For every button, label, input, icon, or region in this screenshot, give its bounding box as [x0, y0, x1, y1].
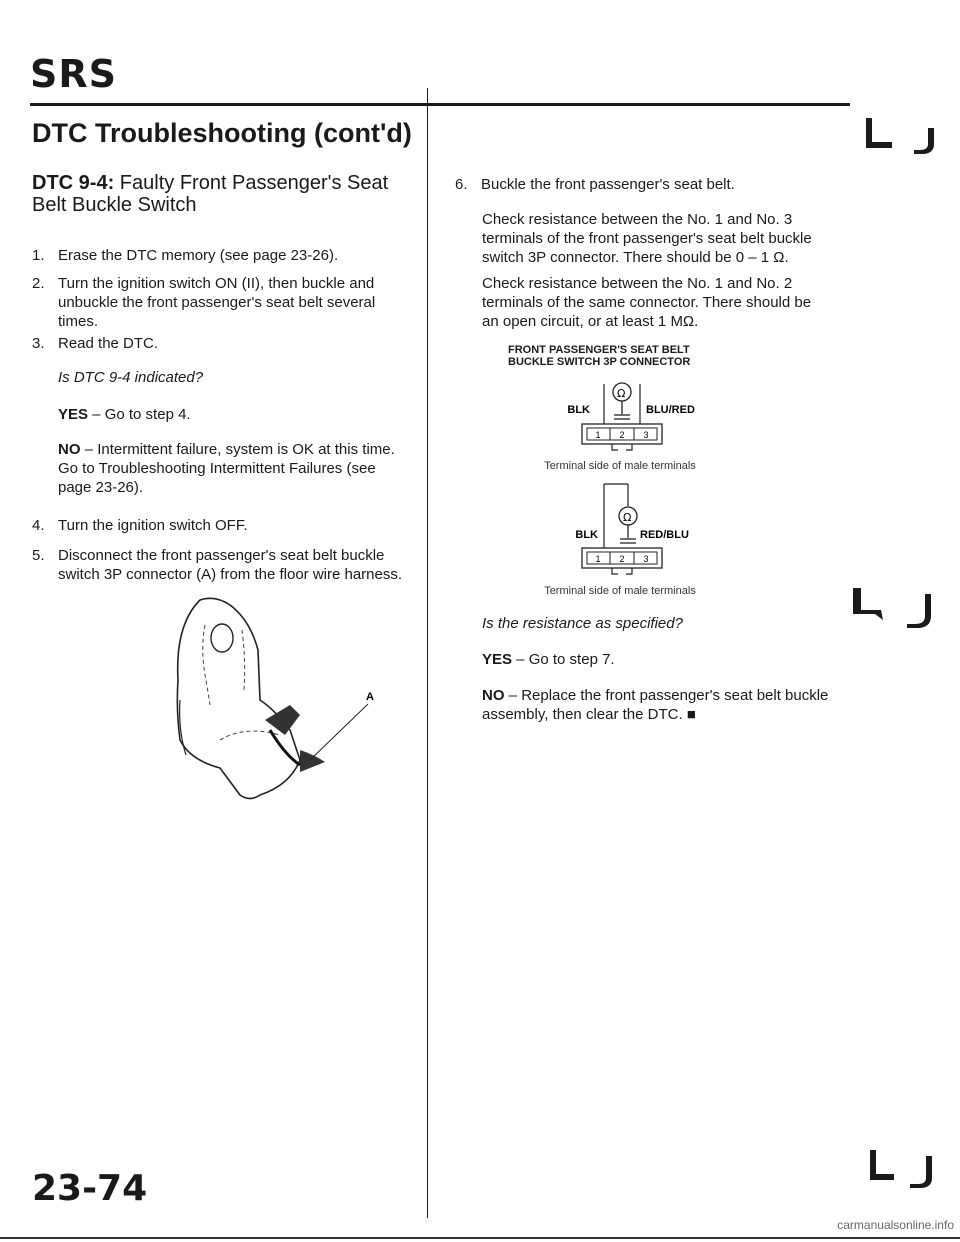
seat-callout-label: A [366, 691, 374, 703]
subtitle [32, 172, 412, 216]
pin-2: 2 [619, 430, 625, 440]
no-text: Replace the front passenger's seat belt buckle assembly, then clear the DTC. ■ [482, 687, 829, 723]
page-number: 23-74 [32, 1168, 148, 1209]
yes-label: YES [482, 651, 513, 668]
wire-label-left: BLK [567, 404, 590, 416]
column-divider [427, 88, 428, 1218]
wire-label-right: RED/BLU [640, 529, 689, 541]
dtc-description: Faulty Front Passenger's Seat Belt Buckle Switch [32, 172, 389, 216]
no-label: NO [58, 441, 81, 458]
pin-1: 1 [595, 430, 601, 440]
connector-caption-2: Terminal side of male terminals [544, 585, 696, 597]
pin-2: 2 [619, 554, 625, 564]
wire-label-left: BLK [575, 529, 598, 541]
connector-diagram-1 [500, 378, 800, 460]
step-number: 4. [32, 517, 45, 534]
step-5 [32, 546, 417, 584]
step-number: 2. [32, 275, 45, 292]
answer-no: NO – Intermittent failure, system is OK at this time. Go to Troubleshooting Intermittent Failures (see page 23-26). [58, 441, 395, 496]
step-number: 1. [32, 247, 45, 264]
connector-diagram-2 [500, 480, 800, 584]
step-text: Turn the ignition switch OFF. [58, 517, 248, 534]
question-resistance-specified: Is the resistance as specified? [482, 615, 683, 632]
svg-text:Ω: Ω [623, 511, 632, 524]
yes-text: Go to step 7. [528, 651, 615, 668]
step-number: 5. [32, 547, 45, 564]
step-1 [32, 246, 407, 265]
yes-label: YES [58, 406, 89, 423]
wire-label-right: BLU/RED [646, 404, 695, 416]
connector-title-line-1: FRONT PASSENGER'S SEAT BELT [508, 344, 690, 356]
no-label: NO [482, 687, 505, 704]
step-text: Read the DTC. [58, 335, 159, 352]
pin-1: 1 [595, 554, 601, 564]
dtc-code: DTC 9-4: [32, 172, 115, 194]
connector-title-line-2: BUCKLE SWITCH 3P CONNECTOR [508, 356, 691, 368]
question-dtc-indicated: Is DTC 9-4 indicated? [58, 369, 204, 386]
step-text: Disconnect the front passenger's seat belt buckle switch 3P connector (A) from the floor wire harness. [58, 547, 403, 583]
connector-caption-1: Terminal side of male terminals [544, 460, 696, 472]
svg-text:Ω: Ω [617, 387, 626, 400]
step-text: Turn the ignition switch ON (II), then buckle and unbuckle the front passenger's seat belt several times. [58, 275, 376, 330]
page-tab-marker-bottom [866, 1144, 950, 1194]
header-rule [30, 103, 850, 106]
step-4 [32, 516, 407, 535]
page-tab-marker-top [862, 110, 950, 160]
pin-3: 3 [643, 554, 649, 564]
answer-yes: YES – Go to step 4. [58, 406, 191, 423]
seat-illustration [150, 590, 390, 810]
step-text: Buckle the front passenger's seat belt. [481, 176, 735, 193]
page-tab-marker-middle [845, 580, 950, 635]
step-6 [455, 175, 815, 194]
connector-title [508, 344, 808, 368]
footer-rule [0, 1237, 960, 1239]
no-text: Intermittent failure, system is OK at this time. Go to Troubleshooting Intermittent Failures (see page 23-26). [58, 441, 395, 496]
pin-3: 3 [643, 430, 649, 440]
step-number: 6. [455, 176, 468, 193]
watermark: carmanualsonline.info [837, 1218, 954, 1232]
answer-no: NO – Replace the front passenger's seat belt buckle assembly, then clear the DTC. ■ [482, 687, 829, 723]
check-resistance-1-2: Check resistance between the No. 1 and No. 2 terminals of the same connector. There should be an open circuit, or at least 1 MΩ. [482, 275, 812, 330]
check-resistance-1-3: Check resistance between the No. 1 and No. 3 terminals of the front passenger's seat belt buckle switch 3P connector. There should be 0 – 1 Ω. [482, 211, 812, 266]
section-code: SRS [30, 52, 117, 96]
step-3 [32, 334, 407, 353]
step-text: Erase the DTC memory (see page 23-26). [58, 247, 339, 264]
page-title: DTC Troubleshooting (cont'd) [32, 118, 412, 148]
step-2 [32, 274, 407, 331]
step-number: 3. [32, 335, 45, 352]
yes-text: Go to step 4. [104, 406, 191, 423]
answer-yes: YES – Go to step 7. [482, 651, 615, 668]
